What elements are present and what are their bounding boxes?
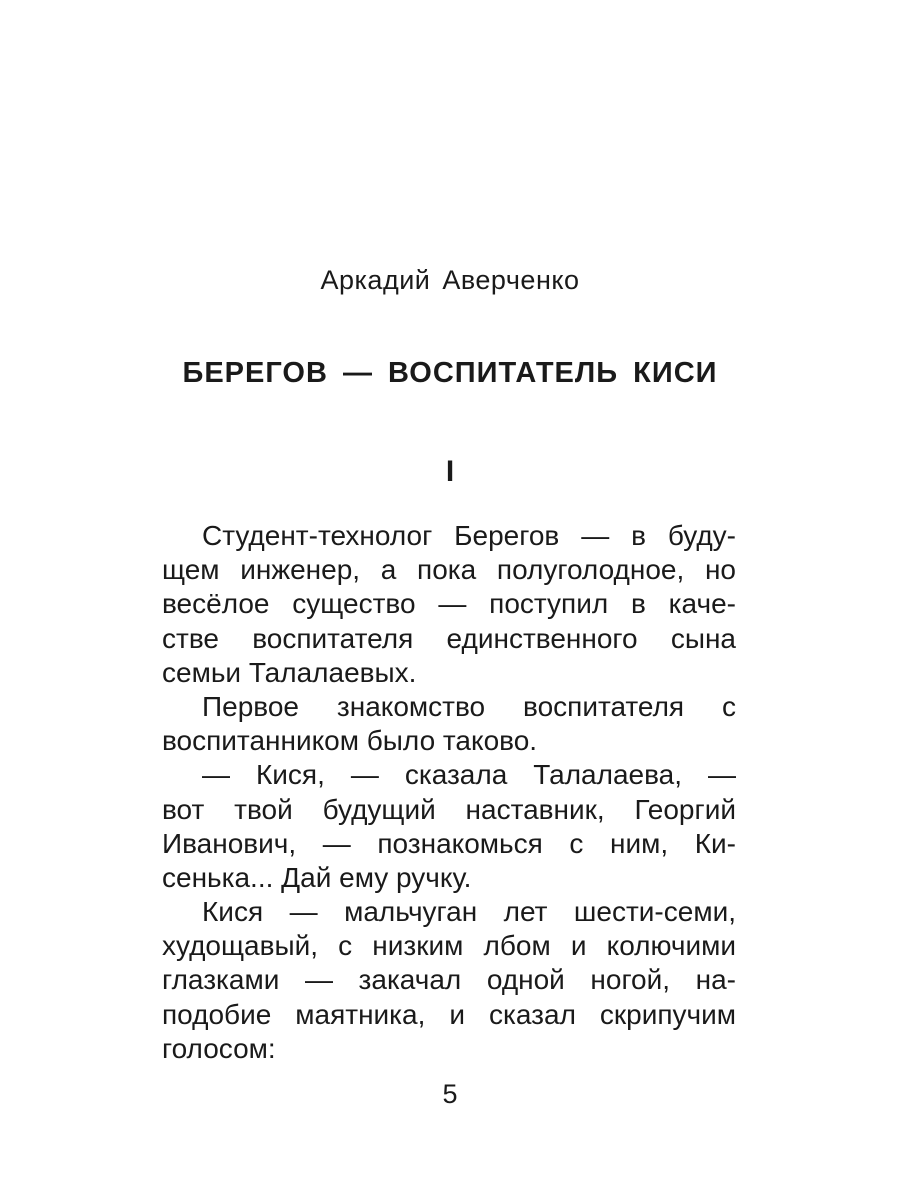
chapter-number: I [445, 455, 455, 488]
text-line: сенька... Дай ему ручку. [162, 861, 472, 893]
story-title: БЕРЕГОВ — ВОСПИТАТЕЛЬ КИСИ [182, 357, 718, 389]
text-line: подобие маятника, и сказал скрипучим [162, 998, 736, 1030]
page-number: 5 [442, 1079, 458, 1109]
text-line: худощавый, с низким лбом и колючими [162, 930, 736, 962]
text-line: Кися — мальчуган лет шести-семи, [202, 896, 736, 928]
text-line: семьи Талалаевых. [162, 656, 417, 688]
text-line: вот твой будущий наставник, Георгий [162, 793, 736, 825]
text-line: весёлое существо — поступил в каче- [162, 588, 736, 620]
text-line: Первое знакомство воспитателя с [202, 690, 736, 722]
text-line: глазками — закачал одной ногой, на- [162, 964, 736, 996]
text-line: Студент-технолог Берегов — в буду- [202, 520, 736, 551]
text-line: Иванович, — познакомься с ним, Ки- [162, 827, 736, 859]
story-text [162, 519, 736, 1066]
text-line: щем инженер, а пока полуголодное, но [162, 554, 736, 586]
text-line: стве воспитателя единственного сына [162, 622, 736, 654]
text-line: — Кися, — сказала Талалаева, — [202, 759, 736, 791]
text-line: воспитанником было таково. [162, 725, 538, 757]
author-name: Аркадий Аверченко [320, 265, 580, 295]
text-line: голосом: [162, 1032, 276, 1064]
